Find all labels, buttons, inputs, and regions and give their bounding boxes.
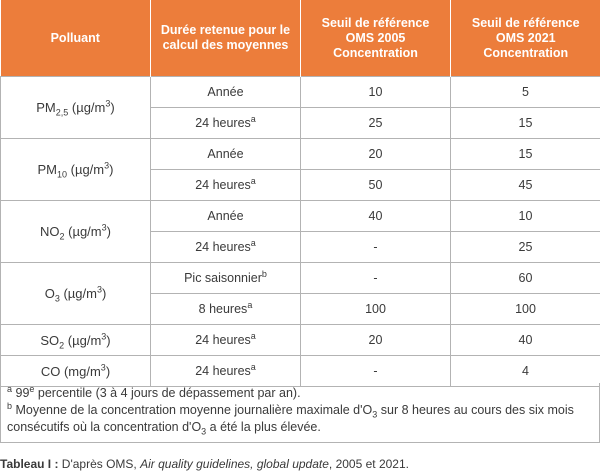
table-row <box>1 325 600 356</box>
table-row <box>1 263 600 294</box>
value-2005-cell: - <box>301 232 451 263</box>
duree-cell: Pic saisonnier$^b$ <box>151 263 301 294</box>
header-oms-2005: Seuil de référence OMS 2005 Concentration <box>301 0 451 77</box>
value-2005-cell: - <box>301 356 451 387</box>
pollutant-pm25: $PM_{2,5}$ $(\mu g/m^3)$ <box>1 77 151 139</box>
value-2005-cell: 100 <box>301 294 451 325</box>
value-2021-cell: 40 <box>451 325 600 356</box>
table-caption: Tableau I : D'après OMS, Air quality guidelines, global update, 2005 et 2021. <box>0 457 409 471</box>
pollutant-so2: $SO_2$ $(\mu g/m^3)$ <box>1 325 151 356</box>
duree-cell: 24 heures$^a$ <box>151 232 301 263</box>
value-2021-cell: 100 <box>451 294 600 325</box>
value-2021-cell: 25 <box>451 232 600 263</box>
header-oms-2021: Seuil de référence OMS 2021 Concentration <box>451 0 600 77</box>
value-2005-cell: 25 <box>301 108 451 139</box>
value-2021-cell: 15 <box>451 139 600 170</box>
duree-cell: 24 heures$^a$ <box>151 170 301 201</box>
pollutant-no2: $NO_2$ $(\mu g/m^3)$ <box>1 201 151 263</box>
value-2021-cell: 60 <box>451 263 600 294</box>
value-2005-cell: 20 <box>301 325 451 356</box>
footnote-b: $^b$ Moyenne de la concentration moyenne journalière maximale $d'O_3$ sur 8 heures au cours des six mois consécutifs où la concentration $d'O_3$ a été la plus élevée. <box>7 400 574 437</box>
table-footnotes <box>0 383 600 443</box>
duree-cell: 24 heures$^a$ <box>151 325 301 356</box>
value-2005-cell: 50 <box>301 170 451 201</box>
value-2021-cell: 45 <box>451 170 600 201</box>
table-row <box>1 201 600 232</box>
table-header-row <box>1 0 600 77</box>
header-duree: Durée retenue pour le calcul des moyennes <box>151 0 301 77</box>
value-2021-cell: 15 <box>451 108 600 139</box>
header-polluant: Polluant <box>1 0 151 77</box>
value-2005-cell: 20 <box>301 139 451 170</box>
pollutant-o3: $O_3$ $(\mu g/m^3)$ <box>1 263 151 325</box>
table-row <box>1 356 600 387</box>
value-2021-cell: 10 <box>451 201 600 232</box>
duree-cell: 24 heures$^a$ <box>151 108 301 139</box>
table-row <box>1 77 600 108</box>
value-2005-cell: - <box>301 263 451 294</box>
pollutant-pm10: $PM_{10}$ $(\mu g/m^3)$ <box>1 139 151 201</box>
duree-cell: Année <box>151 139 301 170</box>
value-2021-cell: 5 <box>451 77 600 108</box>
value-2005-cell: 40 <box>301 201 451 232</box>
pollutant-co: CO $(mg/m^3)$ <box>1 356 151 387</box>
duree-cell: Année <box>151 77 301 108</box>
value-2021-cell: 4 <box>451 356 600 387</box>
table-row <box>1 139 600 170</box>
value-2005-cell: 10 <box>301 77 451 108</box>
duree-cell: 24 heures$^a$ <box>151 356 301 387</box>
footnote-a: $^a$ 99e percentile (3 à 4 jours de dépassement par an). <box>7 383 301 400</box>
duree-cell: Année <box>151 201 301 232</box>
duree-cell: 8 heures$^a$ <box>151 294 301 325</box>
